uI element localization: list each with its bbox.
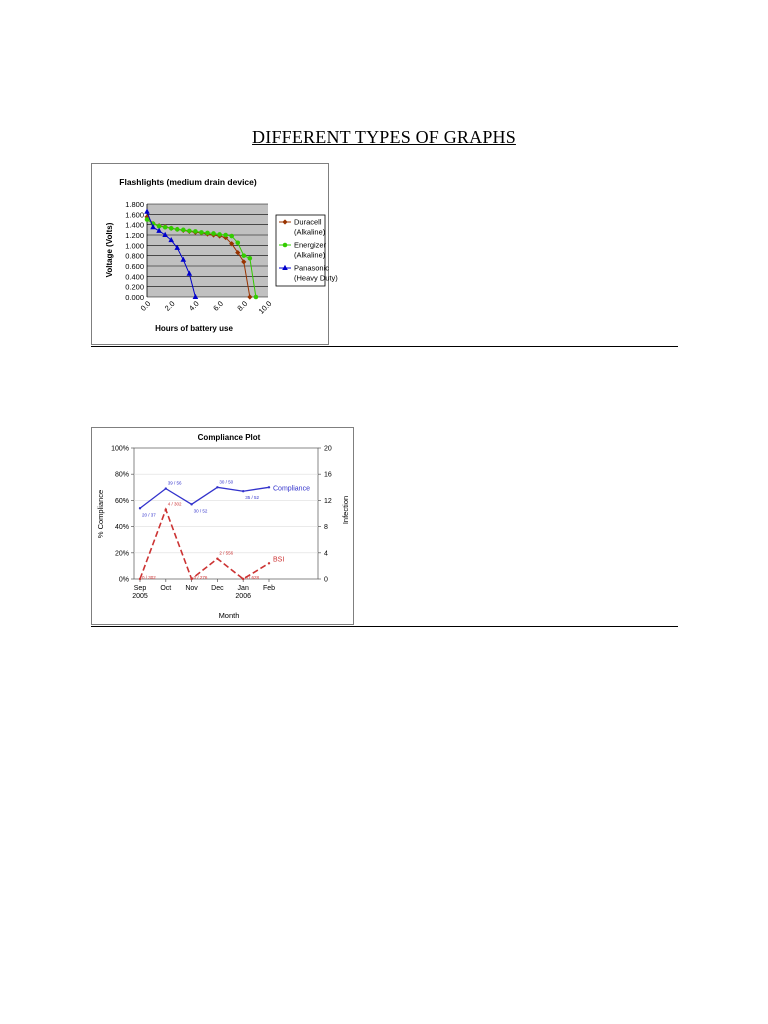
data-point bbox=[211, 231, 216, 236]
data-point bbox=[139, 507, 141, 509]
y-tick-label: 80% bbox=[114, 471, 129, 479]
data-label: 2 / 556 bbox=[219, 550, 234, 556]
y-tick-label: 20% bbox=[114, 550, 129, 558]
chart-title: Flashlights (medium drain device) bbox=[119, 177, 257, 187]
data-point bbox=[165, 508, 167, 510]
data-label: 4 / 302 bbox=[167, 501, 182, 507]
data-label: 35 / 52 bbox=[245, 495, 259, 501]
x-tick-label: Sep 2005 bbox=[132, 585, 148, 600]
data-point bbox=[242, 490, 244, 492]
data-point bbox=[193, 229, 198, 234]
data-point bbox=[181, 228, 186, 233]
data-point bbox=[216, 486, 218, 488]
compliance-chart-frame bbox=[91, 427, 354, 625]
data-point bbox=[268, 486, 270, 488]
plot-area bbox=[147, 204, 268, 297]
y2-tick-label: 16 bbox=[324, 471, 332, 479]
data-label: 39 / 56 bbox=[167, 480, 182, 486]
data-point bbox=[235, 240, 240, 245]
compliance-chart bbox=[92, 428, 353, 624]
y-tick-label: 0.400 bbox=[125, 272, 144, 282]
data-point bbox=[268, 562, 270, 564]
data-point bbox=[139, 578, 141, 580]
x-tick-label: 8.0 bbox=[235, 299, 250, 313]
y-tick-label: 40% bbox=[114, 524, 129, 532]
data-point bbox=[163, 225, 168, 230]
x-tick-label: Feb bbox=[262, 585, 276, 592]
data-label: 0 / 276 bbox=[193, 575, 208, 580]
y2-tick-label: 20 bbox=[324, 445, 332, 453]
data-label: 30 / 50 bbox=[219, 479, 234, 485]
data-point bbox=[145, 217, 150, 222]
data-label: 0 / 628 bbox=[245, 575, 259, 580]
data-label: 30 / 52 bbox=[193, 508, 208, 514]
legend-marker bbox=[283, 243, 288, 248]
x-tick-label: Oct bbox=[160, 585, 172, 592]
divider-2 bbox=[91, 626, 678, 627]
series-name-label: Compliance bbox=[273, 485, 310, 493]
x-tick-labels bbox=[139, 299, 274, 316]
x-tick-labels bbox=[132, 585, 275, 600]
x-axis-label: Month bbox=[218, 611, 240, 620]
data-point bbox=[254, 295, 259, 300]
data-point bbox=[242, 578, 244, 580]
data-point bbox=[175, 227, 180, 232]
y-tick-label: 0.800 bbox=[125, 251, 144, 261]
data-point bbox=[190, 578, 192, 580]
data-point bbox=[165, 487, 167, 489]
y-tick-label: 0.600 bbox=[125, 262, 144, 271]
x-tick-label: 4.0 bbox=[187, 299, 201, 313]
y2-tick-label: 4 bbox=[324, 550, 328, 558]
data-point bbox=[190, 503, 192, 505]
y-tick-label: 1.800 bbox=[125, 200, 144, 209]
y-tick-label: 1.000 bbox=[125, 241, 144, 251]
legend-label: Energizer (Alkaline) bbox=[294, 240, 327, 260]
divider-1 bbox=[91, 346, 678, 347]
data-point bbox=[199, 230, 204, 235]
data-label: 0 / 302 bbox=[142, 575, 156, 580]
data-point bbox=[242, 253, 247, 258]
x-tick-label: Dec bbox=[211, 585, 224, 592]
y2-tick-label: 0 bbox=[324, 576, 328, 584]
data-point bbox=[187, 229, 192, 234]
x-tick-label: 2.0 bbox=[162, 299, 177, 313]
data-point bbox=[205, 231, 210, 236]
data-point bbox=[223, 233, 228, 238]
y2-tick-label: 12 bbox=[324, 497, 332, 505]
legend-label: Duracell (Alkaline) bbox=[294, 217, 326, 237]
y2-axis-label: Infection bbox=[341, 495, 350, 525]
y2-tick-label: 8 bbox=[324, 524, 328, 532]
data-point bbox=[248, 256, 253, 261]
flashlights-chart bbox=[92, 164, 338, 344]
series-name-label: BSI bbox=[273, 556, 285, 564]
y-tick-label: 0.200 bbox=[125, 282, 144, 292]
y-tick-label: 0.000 bbox=[125, 293, 144, 302]
x-tick-label: Jan 2006 bbox=[235, 585, 251, 600]
data-point bbox=[217, 232, 222, 237]
y-axis-label: Voltage (Volts) bbox=[105, 222, 114, 278]
data-point bbox=[229, 234, 234, 239]
x-tick-label: 0.0 bbox=[138, 299, 153, 313]
flashlights-chart-frame bbox=[91, 163, 338, 345]
legend-label: Panasonic (Heavy Duty) bbox=[294, 263, 338, 283]
data-point bbox=[169, 226, 174, 231]
y-tick-label: 60% bbox=[114, 497, 129, 505]
y-tick-label: 0% bbox=[118, 576, 129, 584]
x-tick-label: Nov bbox=[185, 585, 198, 592]
y-axis-label: % Compliance bbox=[96, 489, 105, 539]
y-tick-labels bbox=[111, 446, 129, 584]
y-tick-label: 1.200 bbox=[125, 231, 144, 240]
x-axis-label: Hours of battery use bbox=[155, 324, 233, 333]
data-point bbox=[216, 557, 218, 559]
y-tick-label: 1.400 bbox=[125, 220, 144, 230]
y-tick-label: 100% bbox=[111, 445, 129, 453]
page-title: DIFFERENT TYPES OF GRAPHS bbox=[252, 127, 516, 147]
y2-tick-labels bbox=[324, 446, 332, 584]
y-tick-labels bbox=[125, 200, 144, 302]
plot-area bbox=[134, 448, 318, 579]
x-tick-label: 10.0 bbox=[256, 299, 274, 316]
data-label: 20 / 37 bbox=[142, 512, 156, 518]
x-tick-label: 6.0 bbox=[211, 299, 226, 313]
y-tick-label: 1.600 bbox=[125, 210, 144, 220]
chart-title: Compliance Plot bbox=[197, 433, 261, 442]
